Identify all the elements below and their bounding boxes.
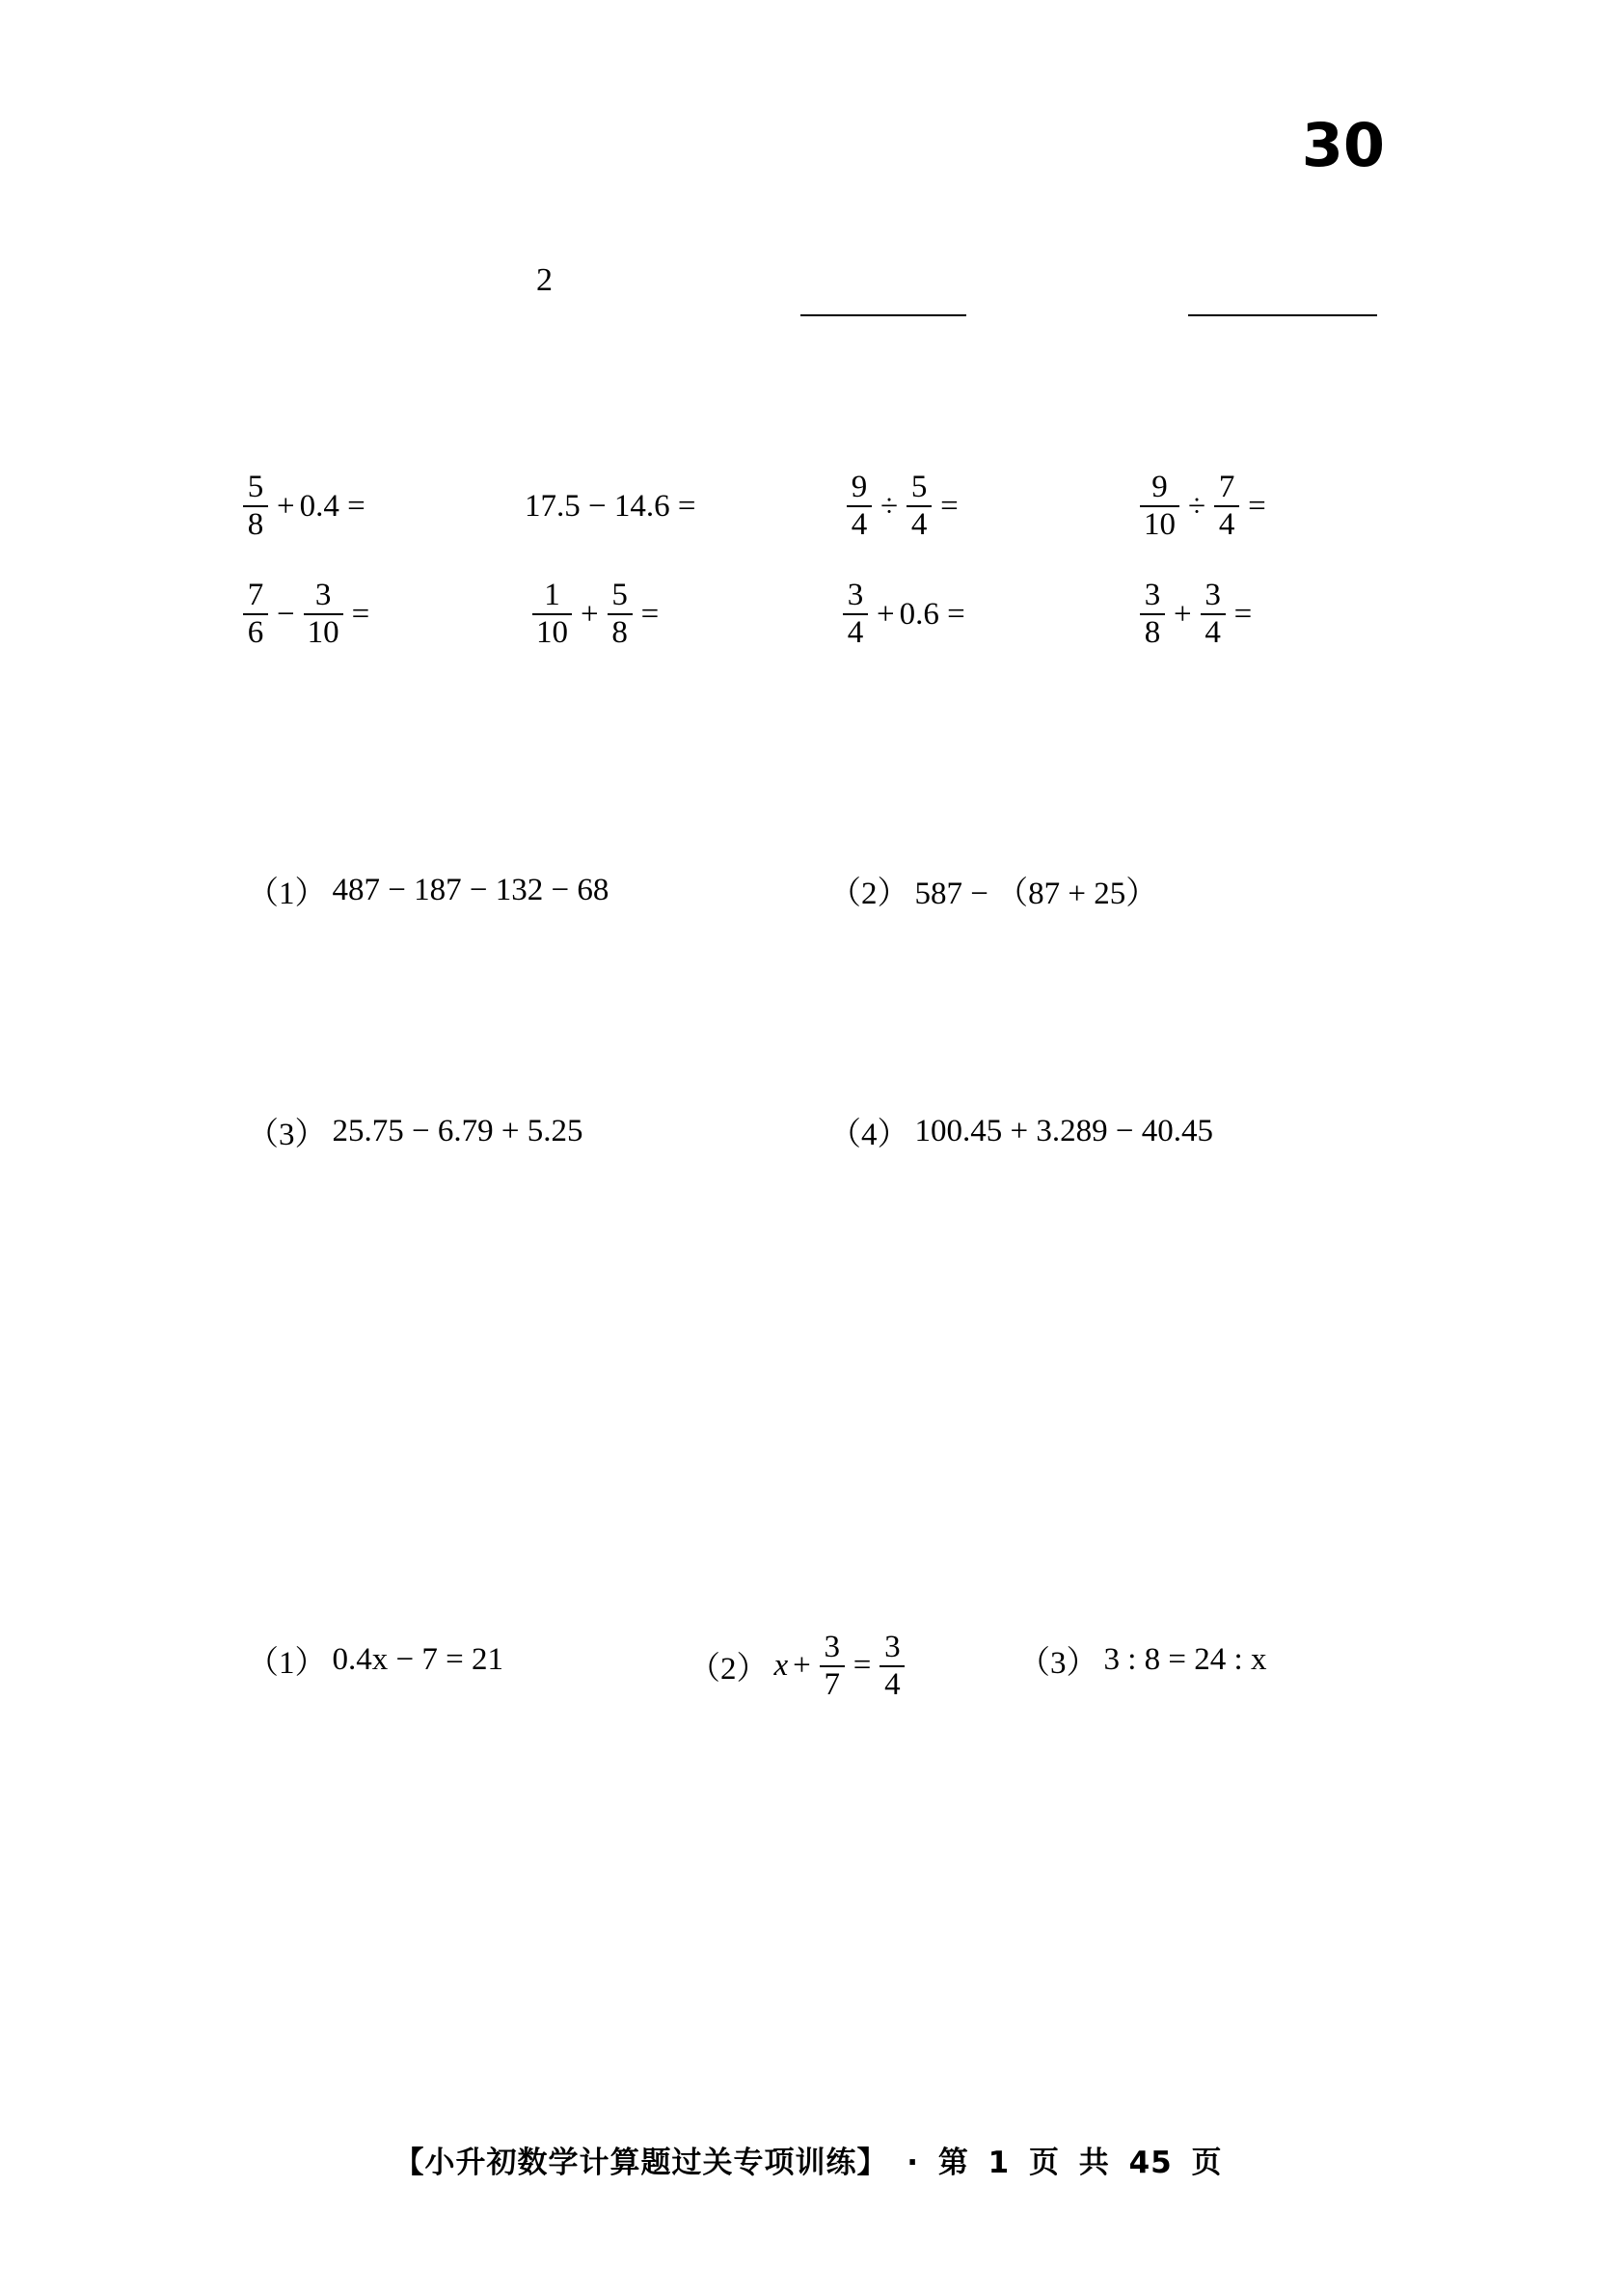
- equals-sign: =: [940, 488, 959, 524]
- fraction-numerator: 3: [1144, 578, 1161, 613]
- fraction-denominator: 4: [910, 507, 928, 542]
- calc-item-2-2: [528, 561, 663, 667]
- fraction-denominator: 6: [247, 615, 264, 650]
- expression: [239, 578, 374, 650]
- footer-title: 【小升初数学计算题过关专项训练】: [393, 2146, 888, 2180]
- item-expression: 100.45 + 3.289 − 40.45: [914, 1114, 1213, 1148]
- footer-total-prefix: 共: [1078, 2146, 1110, 2180]
- equals-sign: =: [351, 596, 370, 632]
- fraction: [1140, 578, 1165, 650]
- item-label: （2）: [689, 1652, 769, 1688]
- item-label: （3）: [1018, 1646, 1098, 1681]
- fraction-denominator: 8: [247, 507, 264, 542]
- equation-item-1: [247, 1637, 503, 1683]
- simplify-section: [239, 868, 1396, 1254]
- fraction-denominator: 10: [307, 615, 339, 650]
- calculation-row-1: [239, 453, 1396, 561]
- fraction-numerator: 3: [847, 578, 864, 613]
- footer-separator: ·: [907, 2146, 920, 2180]
- item-expression: 3 : 8 = 24 : x: [1103, 1642, 1267, 1677]
- equation-section: [239, 1630, 1396, 1784]
- calculation-row-2: [239, 561, 1396, 669]
- fraction-denominator: 7: [824, 1666, 841, 1702]
- answer-blank-2[interactable]: [1188, 314, 1377, 316]
- operator: +: [581, 596, 599, 632]
- fraction: [847, 470, 872, 542]
- item-expression: 487 − 187 − 132 − 68: [332, 873, 609, 907]
- equals-sign: =: [1233, 596, 1253, 632]
- calc-item-1-3: [843, 453, 963, 559]
- simplify-item-4: [829, 1109, 1213, 1154]
- fraction-denominator: 10: [536, 615, 568, 650]
- operand-tail: 0.4 =: [299, 488, 365, 524]
- fraction-denominator: 4: [1204, 615, 1221, 650]
- item-label: （1）: [247, 1646, 327, 1681]
- item-label: （1）: [247, 877, 327, 911]
- operand-tail: 0.6 =: [899, 596, 965, 632]
- fraction: [843, 578, 868, 650]
- header-row: [0, 262, 1624, 320]
- footer-page-unit: 页: [1029, 2146, 1060, 2180]
- fraction-numerator: 3: [884, 1630, 901, 1664]
- operator: ÷: [1188, 488, 1206, 524]
- fraction: [243, 578, 268, 650]
- fraction-denominator: 4: [851, 507, 868, 542]
- expression: [1136, 470, 1271, 542]
- fraction-numerator: 5: [910, 470, 928, 505]
- calc-item-1-1: [239, 453, 365, 559]
- fraction: [1140, 470, 1179, 542]
- item-expression: [774, 1630, 909, 1702]
- fraction-numerator: 3: [824, 1630, 841, 1664]
- fraction: [608, 578, 633, 650]
- item-label: （3）: [247, 1118, 327, 1152]
- calc-item-2-4: [1136, 561, 1257, 667]
- expression: [239, 470, 365, 542]
- footer-page-prefix: 第: [937, 2146, 969, 2180]
- item-expression: 587 − （87 + 25）: [914, 877, 1158, 911]
- equation-item-3: [1018, 1637, 1266, 1683]
- operator: +: [793, 1648, 811, 1684]
- simplify-item-2: [829, 868, 1157, 913]
- fraction-numerator: 1: [544, 578, 560, 613]
- expression: [839, 578, 965, 650]
- fraction-numerator: 9: [851, 470, 868, 505]
- operator: −: [277, 596, 295, 632]
- fraction: [1214, 470, 1239, 542]
- item-label: （4）: [829, 1118, 909, 1152]
- fraction-numerator: 7: [247, 578, 264, 613]
- fraction-denominator: 4: [847, 615, 864, 650]
- calc-item-1-2: [525, 453, 695, 559]
- fraction-numerator: 3: [1204, 578, 1221, 613]
- page-number-heading: 30: [1301, 110, 1385, 180]
- expression: [843, 470, 963, 542]
- section-number: 2: [536, 262, 553, 298]
- operator: +: [277, 488, 295, 524]
- fraction: [880, 1630, 905, 1702]
- simplify-item-3: [247, 1109, 582, 1154]
- fraction-numerator: 9: [1151, 470, 1168, 505]
- calc-item-2-1: [239, 561, 374, 667]
- fraction: [820, 1630, 845, 1702]
- fraction-denominator: 10: [1144, 507, 1176, 542]
- fraction-denominator: 8: [1144, 615, 1161, 650]
- equals-sign: =: [640, 596, 660, 632]
- expression: [1136, 578, 1257, 650]
- fraction: [1201, 578, 1226, 650]
- calculation-grid: [239, 453, 1396, 669]
- answer-blank-1[interactable]: [800, 314, 966, 316]
- expression: 17.5 − 14.6 =: [525, 488, 696, 524]
- fraction: [907, 470, 932, 542]
- fraction-numerator: 3: [314, 578, 332, 613]
- operator: +: [877, 596, 895, 632]
- equals-sign: =: [853, 1648, 872, 1684]
- fraction-denominator: 4: [1218, 507, 1235, 542]
- calc-item-2-3: [839, 561, 965, 667]
- page-footer: [0, 2138, 1624, 2181]
- item-expression: 25.75 − 6.79 + 5.25: [332, 1114, 583, 1148]
- variable: x: [773, 1648, 789, 1684]
- item-expression: 0.4x − 7 = 21: [332, 1642, 503, 1677]
- footer-page-total: 45: [1128, 2146, 1173, 2180]
- equation-item-2: [689, 1630, 908, 1702]
- fraction: [532, 578, 572, 650]
- fraction: [243, 470, 268, 542]
- fraction-denominator: 8: [611, 615, 628, 650]
- fraction-numerator: 5: [247, 470, 264, 505]
- simplify-item-1: [247, 868, 609, 913]
- footer-page-current: 1: [988, 2146, 1011, 2180]
- fraction-numerator: 5: [611, 578, 628, 613]
- fraction-numerator: 7: [1218, 470, 1235, 505]
- equals-sign: =: [1248, 488, 1266, 524]
- calc-item-1-4: [1136, 453, 1271, 559]
- operator: +: [1174, 596, 1192, 632]
- operator: ÷: [880, 488, 899, 524]
- expression: [528, 578, 663, 650]
- fraction-denominator: 4: [884, 1666, 901, 1702]
- item-label: （2）: [829, 877, 909, 911]
- footer-total-unit: 页: [1191, 2146, 1223, 2180]
- fraction: [304, 578, 343, 650]
